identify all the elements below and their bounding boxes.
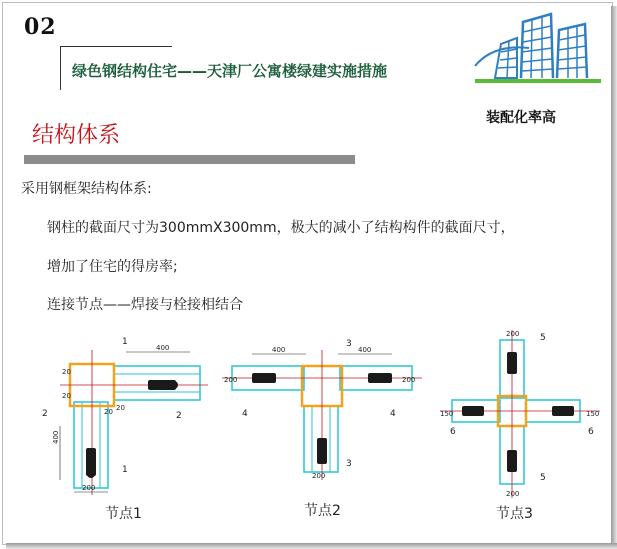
joint-1-dim-top: 400	[156, 344, 170, 352]
section-underline-bar	[24, 155, 355, 164]
slide-shadow-bottom	[6, 543, 617, 549]
joint-1-dim-left: 400	[52, 430, 60, 444]
joint-2-caption: 节点2	[304, 503, 341, 519]
joint-1-diagram	[30, 330, 220, 500]
joint-1-dim-a: 20	[62, 368, 71, 376]
joint-2-dim-bottom: 200	[312, 472, 326, 480]
joint-3-dim-top: 200	[506, 330, 520, 338]
section-title: 结构体系	[32, 123, 121, 148]
joint-3-mark-bottom: 5	[540, 473, 546, 483]
joint-2-diagram	[222, 330, 422, 480]
joint-2-mark-right: 4	[390, 409, 396, 419]
joint-3-dim-right: 150	[586, 410, 600, 418]
tagline: 装配化率高	[486, 110, 556, 126]
joint-1-mark-top: 1	[122, 337, 128, 347]
joint-1-mark-bottom: 1	[122, 465, 128, 475]
joint-1-mark-right: 2	[176, 411, 182, 421]
joint-2-dim-height-r: 200	[402, 376, 416, 384]
joint-1-mark-left: 2	[42, 409, 48, 419]
joint-2-mark-left: 4	[242, 409, 248, 419]
joint-2-mark-bottom: 3	[346, 459, 352, 469]
body-line-1: 钢柱的截面尺寸为300mmX300mm，极大的减小了结构构件的截面尺寸，	[47, 220, 515, 236]
joint-2-dim-height-l: 200	[224, 376, 238, 384]
joint-3-mark-left: 6	[450, 427, 456, 437]
joint-3-diagram	[440, 330, 612, 498]
joint-1-dim-c: 20	[116, 404, 125, 412]
joint-3-caption: 节点3	[496, 506, 533, 522]
joint-1-caption: 节点1	[105, 506, 142, 522]
joint-3-mark-top: 5	[540, 333, 546, 343]
joint-3-dim-bottom: 200	[506, 490, 520, 498]
joint-3-dim-left: 150	[440, 410, 454, 418]
joint-3-mark-right: 6	[588, 427, 594, 437]
body-line-3: 连接节点——焊接与栓接相结合	[47, 297, 243, 313]
joint-1-dim-d: 20	[104, 408, 113, 416]
slide-number: 02	[24, 14, 57, 40]
building-logo-icon	[473, 8, 603, 86]
joint-1-dim-b: 20	[62, 392, 71, 400]
joint-2-dim-left: 400	[272, 346, 286, 354]
body-line-2: 增加了住宅的得房率;	[47, 259, 178, 275]
joint-2-dim-right: 400	[358, 346, 372, 354]
header-rule	[60, 46, 172, 47]
page-title: 绿色钢结构住宅——天津厂公寓楼绿建实施措施	[72, 62, 388, 80]
intro-text: 采用钢框架结构体系:	[21, 181, 152, 197]
joint-1-dim-bottom: 200	[82, 484, 96, 492]
header-rule-vertical	[60, 46, 61, 90]
joint-2-mark-top: 3	[346, 339, 352, 349]
